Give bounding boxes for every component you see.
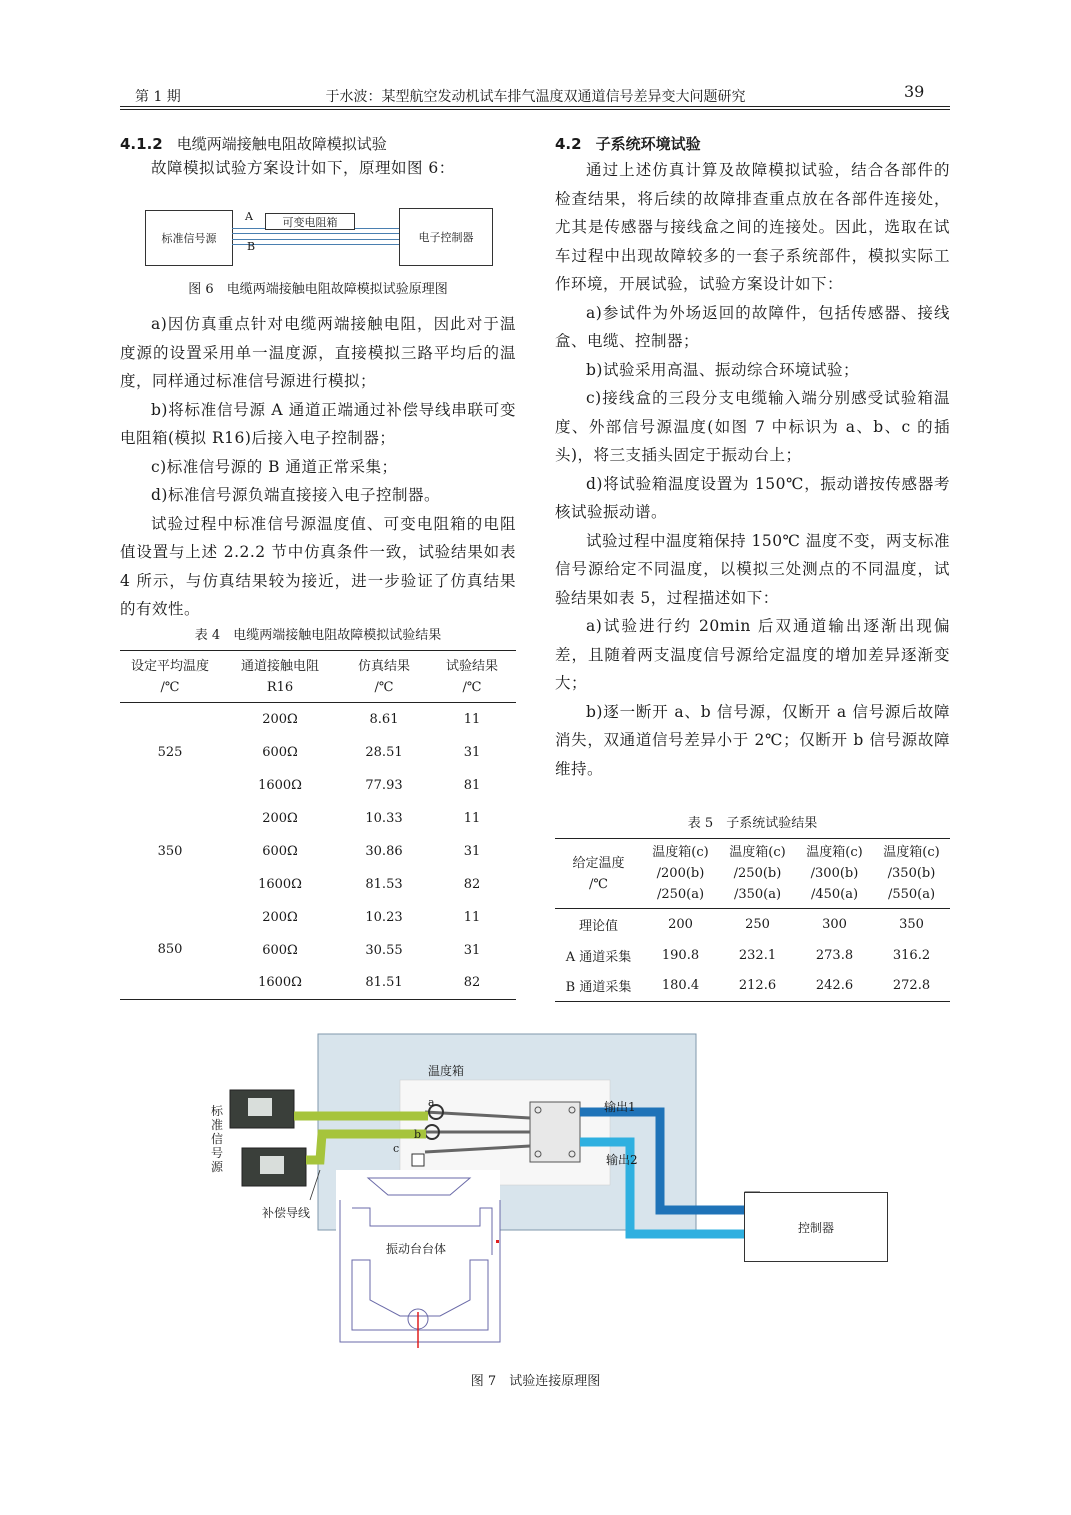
right-paragraph-b: b)试验采用高温、振动综合环境试验； — [586, 360, 859, 379]
t5-header-col1: 温度箱(c) /200(b) /250(a) — [652, 845, 709, 902]
table-row: 600Ω 28.51 31 — [262, 744, 481, 760]
signal-source-screen-2 — [260, 1156, 284, 1174]
right-paragraph-a: a)参试件为外场返回的故障件，包括传感器、接线盒、电缆、控制器； — [555, 303, 950, 350]
table-row: 理论值 200 250 300 350 — [578, 916, 924, 934]
t5-header-col2: 温度箱(c) /250(b) /350(a) — [729, 845, 786, 902]
fig7-plug-c-label: c — [393, 1142, 400, 1155]
plug-c-icon — [412, 1154, 424, 1166]
fig7-comp-wire-label: 补偿导线 — [262, 1206, 311, 1220]
table-row: 1600Ω 81.51 82 — [120, 967, 516, 1000]
journal-issue: 第 1 期 — [135, 89, 181, 105]
t5-header-given: 给定温度 /℃ — [572, 855, 625, 892]
table-row: 850 200Ω 10.23 11 — [157, 909, 481, 958]
fig7-diagram — [200, 1030, 760, 1350]
left-paragraph-d: d)标准信号源负端直接接入电子控制器。 — [151, 486, 440, 504]
right-paragraph-c: c)接线盒的三段分支电缆输入端分别感受试验箱温度、外部信号源温度(如图 7 中标识为 a、b、c 的插头)，将三支插头固定于振动台上； — [555, 389, 950, 464]
header-rule-bottom — [120, 109, 950, 110]
fig6-label-b: B — [247, 240, 256, 253]
table-row: B 通道采集 180.4 212.6 242.6 272.8 — [555, 971, 950, 1002]
fig6-wire-a2 — [232, 233, 399, 234]
section-number: 4.2 — [555, 135, 582, 153]
left-paragraph-c: c)标准信号源的 B 通道正常采集； — [151, 457, 398, 476]
fig7-controller-box: 控制器 — [744, 1192, 888, 1262]
t4-header-r16: 通道接触电阻 R16 — [240, 658, 319, 695]
table-5 — [555, 838, 950, 1002]
junction-box — [530, 1102, 580, 1162]
intro-paragraph: 故障模拟试验方案设计如下，原理如图 6： — [151, 159, 455, 177]
left-paragraph-summary: 试验过程中标准信号源温度值、可变电阻箱的电阻值设置与上述 2.2.2 节中仿真条件一致，试验结果如表 4 所示，与仿真结果较为接近，进一步验证了仿真结果的有效性。 — [120, 514, 516, 618]
left-paragraph-a: a)因仿真重点针对电缆两端接触电阻，因此对于温度源的设置采用单一温度源，直接模拟三路平均后的温度，同样通过标准信号源进行模拟； — [120, 315, 516, 390]
fig7-caption: 图 7 试验连接原理图 — [470, 1374, 601, 1389]
fig6-wire-b2 — [232, 244, 399, 245]
table-row: 600Ω 30.86 31 — [262, 843, 481, 859]
page-number: 39 — [904, 82, 925, 101]
fig6-source-box: 标准信号源 — [145, 210, 233, 266]
table5-caption: 表 5 子系统试验结果 — [687, 816, 818, 831]
section-title: 电缆两端接触电阻故障模拟试验 — [176, 135, 387, 153]
fig6-controller-box: 电子控制器 — [399, 208, 493, 266]
table-row: A 通道采集 190.8 232.1 273.8 316.2 — [565, 947, 931, 965]
left-body — [120, 310, 516, 624]
fig6-caption: 图 6 电缆两端接触电阻故障模拟试验原理图 — [188, 282, 448, 297]
section-title: 子系统环境试验 — [595, 135, 701, 153]
right-body — [555, 156, 950, 783]
section-number: 4.1.2 — [120, 135, 163, 153]
table-row: 1600Ω 81.53 82 — [258, 876, 481, 892]
fig7-output2-label: 输出2 — [606, 1153, 638, 1167]
table4-caption: 表 4 电缆两端接触电阻故障模拟试验结果 — [194, 628, 442, 643]
table-row: 525 200Ω 8.61 11 — [157, 711, 481, 760]
fig7-plug-a-label: a — [428, 1096, 435, 1109]
left-paragraph-b: b)将标准信号源 A 通道正端通过补偿导线串联可变电阻箱(模拟 R16)后接入电子控制器； — [120, 400, 516, 447]
table-row: 350 200Ω 10.33 11 — [157, 810, 481, 859]
table-4 — [120, 650, 516, 1000]
header-rule-top — [120, 106, 950, 107]
right-paragraph-process: 试验过程中温度箱保持 150℃ 温度不变，两支标准信号源给定不同温度，以模拟三处测点的不同温度，试验结果如表 5，过程描述如下： — [555, 531, 950, 607]
table-row: 1600Ω 77.93 81 — [258, 777, 481, 793]
t5-header-col4: 温度箱(c) /350(b) /550(a) — [883, 845, 940, 902]
fig6-resistor-box: 可变电阻箱 — [265, 213, 355, 230]
fig7-source-label: 标准信号源 — [211, 1104, 224, 1174]
right-paragraph-result-b: b)逐一断开 a、b 信号源，仅断开 a 信号源后故障消失，双通道信号差异小于 2℃；仅断开 b 信号源故障维持。 — [555, 702, 950, 778]
fig6-intro — [120, 154, 516, 183]
section-4-1-2-heading — [120, 133, 387, 154]
fig6-label-a: A — [245, 210, 253, 223]
signal-source-screen-1 — [248, 1098, 272, 1116]
right-paragraph-result-a: a)试验进行约 20min 后双通道输出逐渐出现偏差，且随着两支温度信号源给定温度的增加差异逐渐变大； — [555, 617, 950, 692]
side-marker — [496, 1240, 499, 1243]
fig7-chamber-label: 温度箱 — [428, 1064, 465, 1078]
fig7-vib-table-label: 振动台台体 — [386, 1242, 447, 1256]
right-paragraph-intro: 通过上述仿真计算及故障模拟试验，结合各部件的检查结果，将后续的故障排查重点放在各部件连接处，尤其是传感器与接线盒之间的连接处。因此，选取在试车过程中出现故障较多的一套子系统部件，模拟实际工作环境，开展试验，试验方案设计如下： — [555, 161, 950, 293]
t4-header-test: 试验结果 /℃ — [445, 658, 498, 695]
fig7-plug-b-label: b — [414, 1128, 422, 1141]
section-4-2-heading — [555, 133, 701, 154]
figure-7 — [200, 1030, 760, 1350]
right-paragraph-d: d)将试验箱温度设置为 150℃，振动谱按传感器考核试验振动谱。 — [555, 474, 950, 521]
running-title: 于水波：某型航空发动机试车排气温度双通道信号差异变大问题研究 — [325, 89, 746, 105]
t4-header-sim: 仿真结果 /℃ — [357, 658, 410, 695]
figure-6 — [145, 208, 495, 266]
t5-header-col3: 温度箱(c) /300(b) /450(a) — [806, 845, 863, 902]
fig6-wire-b1 — [232, 239, 399, 240]
table-row: 600Ω 30.55 31 — [262, 942, 481, 958]
t4-header-temp: 设定平均温度 /℃ — [130, 658, 209, 695]
fig7-output1-label: 输出1 — [604, 1100, 636, 1114]
